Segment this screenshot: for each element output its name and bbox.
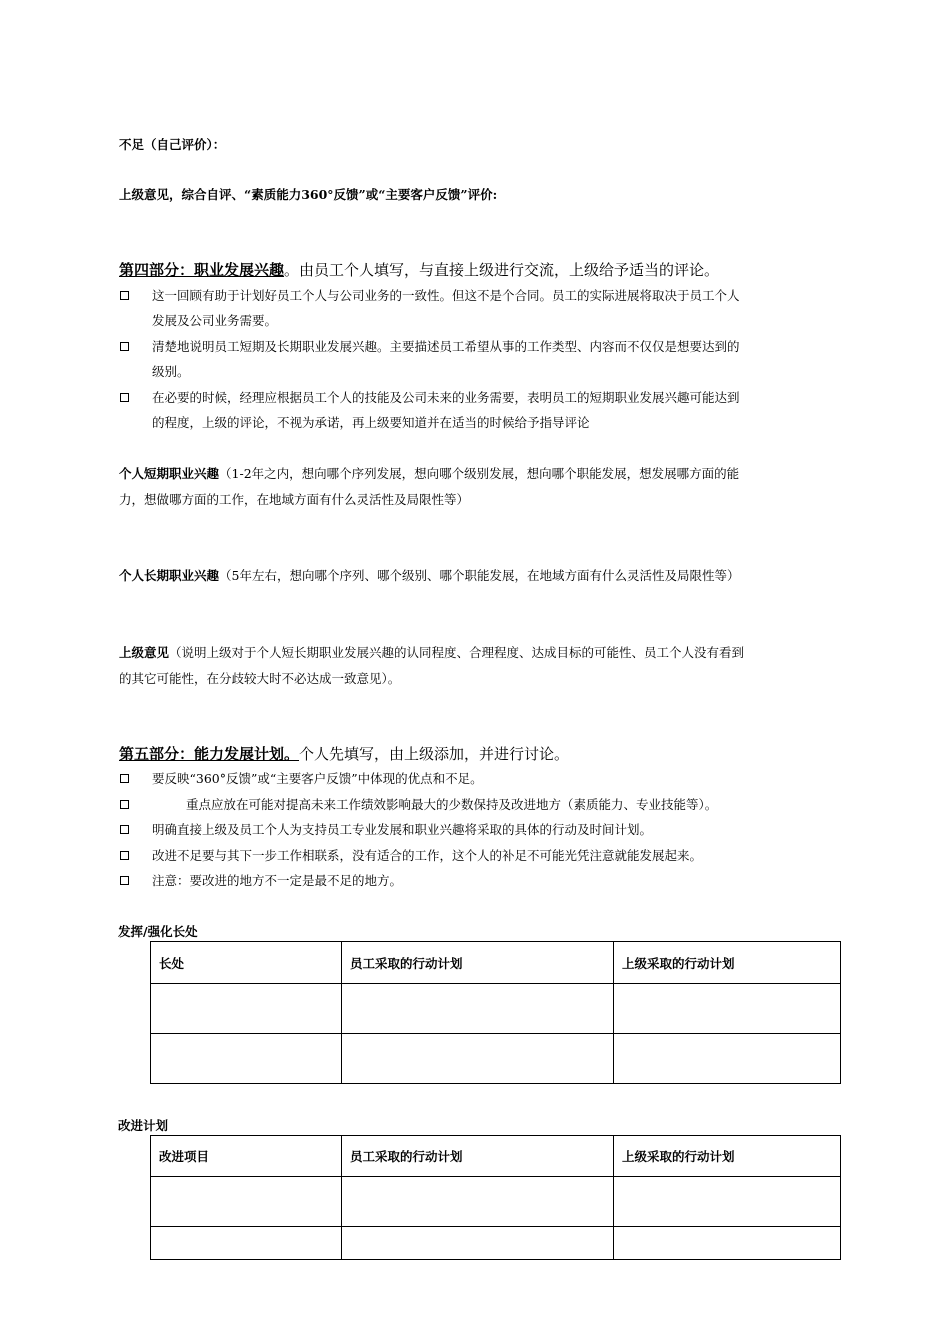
part5-intro: 个人先填写，由上级添加，并进行讨论。 <box>299 745 570 763</box>
checkbox-icon <box>120 825 129 834</box>
part5-bullet-4: 改进不足要与其下一步工作相联系，没有适合的工作，这个人的补足不可能光凭注意就能发展起来。 <box>152 848 703 863</box>
short-term-desc-line2: 力，想做哪方面的工作，在地域方面有什么灵活性及局限性等） <box>119 492 470 507</box>
table-cell[interactable] <box>614 984 841 1034</box>
table-header-row <box>151 1136 841 1177</box>
strengths-header-strength: 长处 <box>151 942 342 984</box>
weakness-label: 不足（自己评价）： <box>119 137 226 152</box>
checkbox-icon <box>120 342 129 351</box>
part4-heading <box>119 259 719 280</box>
checkbox-icon <box>120 291 129 300</box>
checkbox-icon <box>120 851 129 860</box>
improve-table <box>150 1135 841 1260</box>
table-cell[interactable] <box>342 1034 614 1084</box>
checkbox-icon <box>120 800 129 809</box>
strengths-header-employee-plan: 员工采取的行动计划 <box>342 942 614 984</box>
strengths-header-superior-plan: 上级采取的行动计划 <box>614 942 841 984</box>
table-cell[interactable] <box>614 1177 841 1227</box>
table-cell[interactable] <box>151 1177 342 1227</box>
part4-bullet-1-line2: 发展及公司业务需要。 <box>152 313 278 328</box>
part5-bullet-3: 明确直接上级及员工个人为支持员工专业发展和职业兴趣将采取的具体的行动及时间计划。 <box>152 822 653 837</box>
table-cell[interactable] <box>151 984 342 1034</box>
improve-header-item: 改进项目 <box>151 1136 342 1177</box>
table-cell[interactable] <box>614 1227 841 1260</box>
table-cell[interactable] <box>151 1227 342 1260</box>
improve-table-caption: 改进计划 <box>118 1118 169 1133</box>
table-header-row <box>151 942 841 984</box>
checkbox-icon <box>120 774 129 783</box>
part5-bullet-5: 注意：要改进的地方不一定是最不足的地方。 <box>152 873 403 888</box>
checkbox-icon <box>120 393 129 402</box>
table-row <box>151 1034 841 1084</box>
improve-header-employee-plan: 员工采取的行动计划 <box>342 1136 614 1177</box>
short-term-desc-line1: （1-2年之内，想向哪个序列发展，想向哪个级别发展，想向哪个职能发展，想发展哪方面的能 <box>219 466 740 481</box>
part5-bullet-1: 要反映“360°反馈”或“主要客户反馈”中体现的优点和不足。 <box>152 771 483 786</box>
table-row <box>151 1177 841 1227</box>
part4-intro: 。由员工个人填写，与直接上级进行交流，上级给予适当的评论。 <box>284 261 720 279</box>
table-cell[interactable] <box>151 1034 342 1084</box>
part4-bullet-2-line1: 清楚地说明员工短期及长期职业发展兴趣。主要描述员工希望从事的工作类型、内容而不仅仅是想要达到的 <box>152 339 740 354</box>
table-cell[interactable] <box>342 1177 614 1227</box>
improve-header-superior-plan: 上级采取的行动计划 <box>614 1136 841 1177</box>
table-row <box>151 984 841 1034</box>
table-cell[interactable] <box>342 984 614 1034</box>
short-term-label: 个人短期职业兴趣 <box>119 466 220 481</box>
part4-title: 第四部分：职业发展兴趣 <box>119 261 285 279</box>
part4-bullet-2-line2: 级别。 <box>152 364 190 379</box>
checkbox-icon <box>120 876 129 885</box>
long-term-desc: （5年左右，想向哪个序列、哪个级别、哪个职能发展，在地域方面有什么灵活性及局限性等） <box>219 568 740 583</box>
part5-heading <box>119 743 569 764</box>
superior-desc-line1: （说明上级对于个人短长期职业发展兴趣的认同程度、合理程度、达成目标的可能性、员工个人没有看到 <box>169 645 745 660</box>
superior-desc-line2: 的其它可能性，在分歧较大时不必达成一致意见）。 <box>119 671 401 686</box>
part4-bullet-3-line1: 在必要的时候，经理应根据员工个人的技能及公司未来的业务需要，表明员工的短期职业发展兴趣可能达到 <box>152 390 740 405</box>
strengths-table <box>150 941 841 1084</box>
superior-opinion-title: 上级意见 <box>119 645 170 660</box>
part4-bullet-3-line2: 的程度，上级的评论，不视为承诺，再上级要知道并在适当的时候给予指导评论 <box>152 415 590 430</box>
table-row <box>151 1227 841 1260</box>
superior-opinion <box>119 643 744 661</box>
long-term-label: 个人长期职业兴趣 <box>119 568 220 583</box>
long-term-interest <box>119 566 739 584</box>
short-term-interest <box>119 464 739 482</box>
part5-bullet-2: 重点应放在可能对提高未来工作绩效影响最大的少数保持及改进地方（素质能力、专业技能等）。 <box>186 797 718 812</box>
part5-title: 第五部分：能力发展计划。 <box>119 745 300 763</box>
table-cell[interactable] <box>342 1227 614 1260</box>
superior-opinion-label: 上级意见，综合自评、“素质能力360°反馈”或“主要客户反馈”评价: <box>119 187 498 202</box>
strengths-table-caption: 发挥/强化长处 <box>118 924 198 939</box>
table-cell[interactable] <box>614 1034 841 1084</box>
part4-bullet-1-line1: 这一回顾有助于计划好员工个人与公司业务的一致性。但这不是个合同。员工的实际进展将取决于员工个人 <box>152 288 740 303</box>
